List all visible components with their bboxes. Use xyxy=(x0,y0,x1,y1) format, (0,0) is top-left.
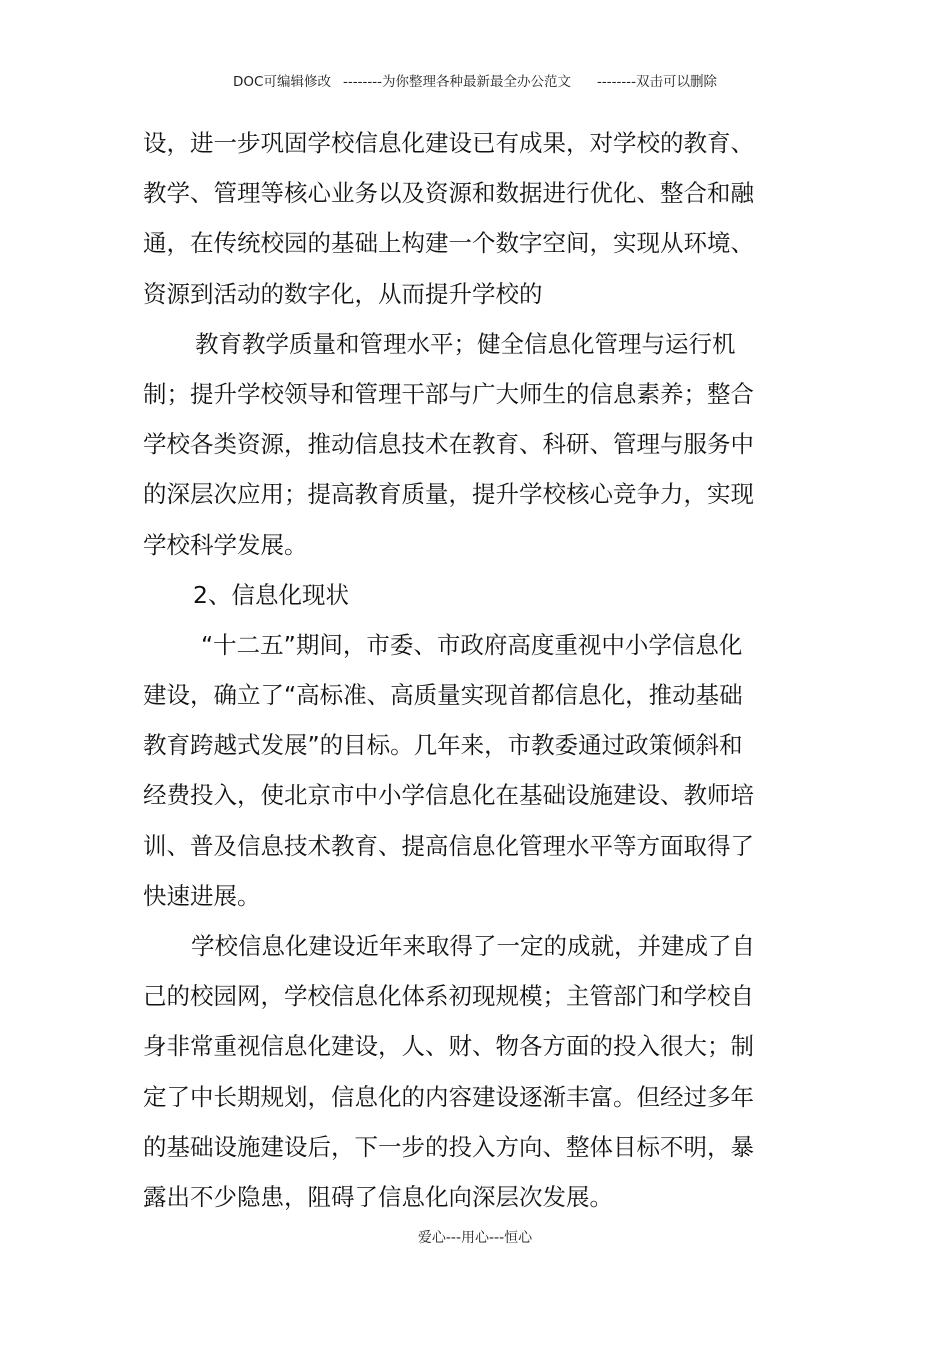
body-line: 露出不少隐患，阻碍了信息化向深层次发展。 xyxy=(143,1182,613,1211)
body-line: 学校各类资源，推动信息技术在教育、科研、管理与服务中 xyxy=(143,430,754,459)
header-doc-label: DOC可编辑修改 xyxy=(233,74,331,90)
section-heading: 2、信息化现状 xyxy=(193,580,349,609)
body-line: 身非常重视信息化建设，人、财、物各方面的投入很大；制 xyxy=(143,1032,754,1061)
body-line: 教学、管理等核心业务以及资源和数据进行优化、整合和融 xyxy=(143,179,754,208)
page-footer: 爱心---用心---恒心 xyxy=(417,1230,533,1246)
body-line: 学校科学发展。 xyxy=(143,530,308,559)
body-line: 的基础设施建设后，下一步的投入方向、整体目标不明，暴 xyxy=(143,1132,754,1161)
document-body xyxy=(143,118,755,1222)
header-template-label: --------为你整理各种最新最全办公范文 xyxy=(342,74,571,90)
body-line: 学校信息化建设近年来取得了一定的成就，并建成了自 xyxy=(191,932,755,960)
body-line: 快速进展。 xyxy=(143,881,261,910)
body-line: 教育跨越式发展”的目标。几年来，市教委通过政策倾斜和 xyxy=(143,731,743,760)
body-line: 设，进一步巩固学校信息化建设已有成果，对学校的教育、 xyxy=(143,129,754,157)
body-line: 资源到活动的数字化，从而提升学校的 xyxy=(143,279,543,308)
body-line: 训、普及信息技术教育、提高信息化管理水平等方面取得了 xyxy=(143,831,754,860)
body-line: 建设，确立了“高标准、高质量实现首都信息化，推动基础 xyxy=(143,681,743,710)
body-line: 定了中长期规划，信息化的内容建设逐渐丰富。但经过多年 xyxy=(143,1082,754,1111)
body-line: 教育教学质量和管理水平；健全信息化管理与运行机 xyxy=(195,329,736,358)
body-line: 通，在传统校园的基础上构建一个数字空间，实现从环境、 xyxy=(143,229,754,258)
body-line: 的深层次应用；提高教育质量，提升学校核心竞争力，实现 xyxy=(143,480,754,509)
page-header xyxy=(0,72,950,92)
body-line: 己的校园网，学校信息化体系初现规模；主管部门和学校自 xyxy=(143,982,754,1011)
body-line: 经费投入，使北京市中小学信息化在基础设施建设、教师培 xyxy=(143,781,754,810)
body-line: 制；提升学校领导和管理干部与广大师生的信息素养；整合 xyxy=(143,379,754,408)
body-line: “十二五”期间，市委、市政府高度重视中小学信息化 xyxy=(201,630,743,659)
header-delete-label: --------双击可以删除 xyxy=(596,74,717,90)
